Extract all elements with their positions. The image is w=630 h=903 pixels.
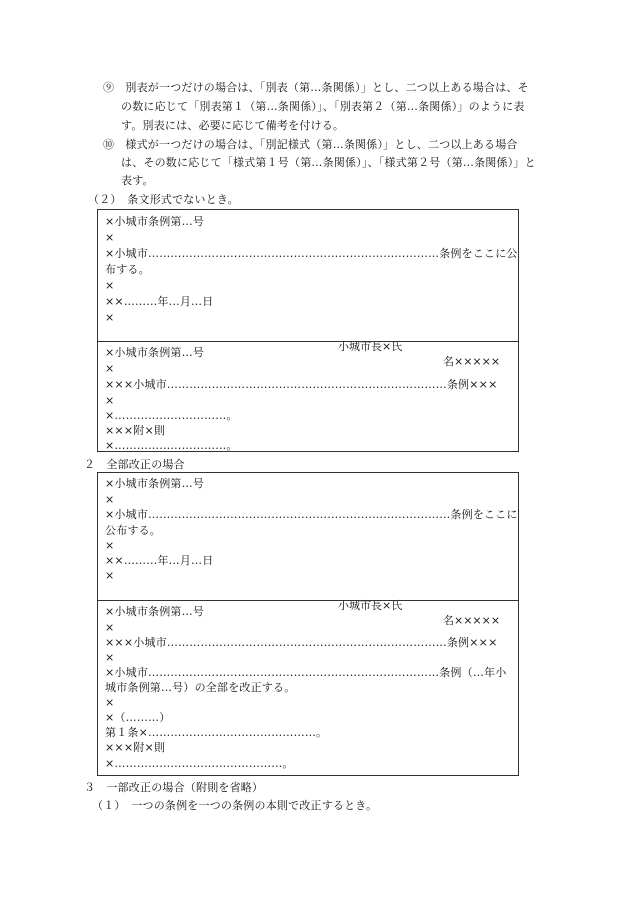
item-9-line-3: す。別表には、必要に応じて備考を付ける。 [121, 119, 345, 132]
box-line: ×小城市……………………………………………………………………条例をここに公 [105, 247, 518, 260]
mayor-name: 名××××× [443, 614, 501, 627]
box-line: ×（………） [105, 711, 171, 724]
box-line: ××………年…月…日 [105, 295, 214, 308]
box-line: ×小城市条例第…号 [105, 605, 205, 618]
box-line: × [105, 362, 115, 375]
example-box-full-revision [97, 472, 519, 776]
box-line: ××………年…月…日 [105, 554, 214, 567]
box-line: ×………………………………………。 [105, 757, 294, 770]
box-line: ×××附×則 [105, 424, 166, 437]
heading-full-revision: ２ 全部改正の場合 [84, 458, 185, 471]
box-line: × [105, 569, 115, 582]
box-line: × [105, 539, 115, 552]
box-line: ×××小城市…………………………………………………………………条例××× [105, 378, 498, 391]
box-line: ×××小城市…………………………………………………………………条例××× [105, 636, 498, 649]
box-line: 布する。 [105, 263, 150, 276]
item-10-line-1: ⑩ 様式が一つだけの場合は、「別記様式（第…条関係）」とし、二つ以上ある場合 [103, 138, 518, 151]
box-line: ×××附×則 [105, 741, 166, 754]
item-10-line-3: 表す。 [121, 174, 154, 187]
box-line: ×小城市………………………………………………………………………条例をここに [105, 508, 518, 521]
box-line: ×小城市条例第…号 [105, 346, 205, 359]
heading-partial-revision: ３ 一部改正の場合（附則を省略） [84, 781, 264, 794]
box-divider [98, 341, 518, 342]
heading-one-ordinance: （１） 一つの条例を一つの条例の本則で改正するとき。 [92, 799, 378, 812]
box-line: ×…………………………。 [105, 409, 238, 422]
item-9-line-2: の数に応じて「別表第１（第…条関係）」、「別表第２（第…条関係）」のように表 [121, 100, 525, 113]
mayor-title: 小城市長×氏 [338, 599, 403, 612]
item-10-line-2: は、その数に応じて「様式第１号（第…条関係）」、「様式第２号（第…条関係）」と [121, 156, 536, 169]
box-line: ×小城市条例第…号 [105, 477, 205, 490]
box-line: × [105, 493, 115, 506]
mayor-title: 小城市長×氏 [338, 340, 403, 353]
mayor-name: 名××××× [443, 355, 501, 368]
example-box-non-article [97, 209, 519, 452]
box-line: 公布する。 [105, 524, 161, 537]
box-line: × [105, 696, 115, 709]
box-line: × [105, 311, 115, 324]
box-line: × [105, 279, 115, 292]
mayor-signature [338, 583, 518, 643]
box-line: × [105, 621, 115, 634]
box-divider [98, 600, 518, 601]
heading-non-article-form: （２） 条文形式でないとき。 [88, 193, 239, 206]
box-line: × [105, 231, 115, 244]
box-line: 第１条×………………………………………。 [105, 726, 328, 739]
item-9-line-1: ⑨ 別表が一つだけの場合は、「別表（第…条関係）」とし、二つ以上ある場合は、そ [103, 81, 529, 94]
box-line: 城市条例第…号）の全部を改正する。 [105, 681, 296, 694]
box-line: × [105, 651, 115, 664]
box-line: ×小城市条例第…号 [105, 215, 205, 228]
mayor-signature [338, 324, 518, 384]
box-line: ×…………………………。 [105, 439, 238, 452]
box-line: × [105, 394, 115, 407]
box-line: ×小城市……………………………………………………………………条例（…年小 [105, 666, 507, 679]
